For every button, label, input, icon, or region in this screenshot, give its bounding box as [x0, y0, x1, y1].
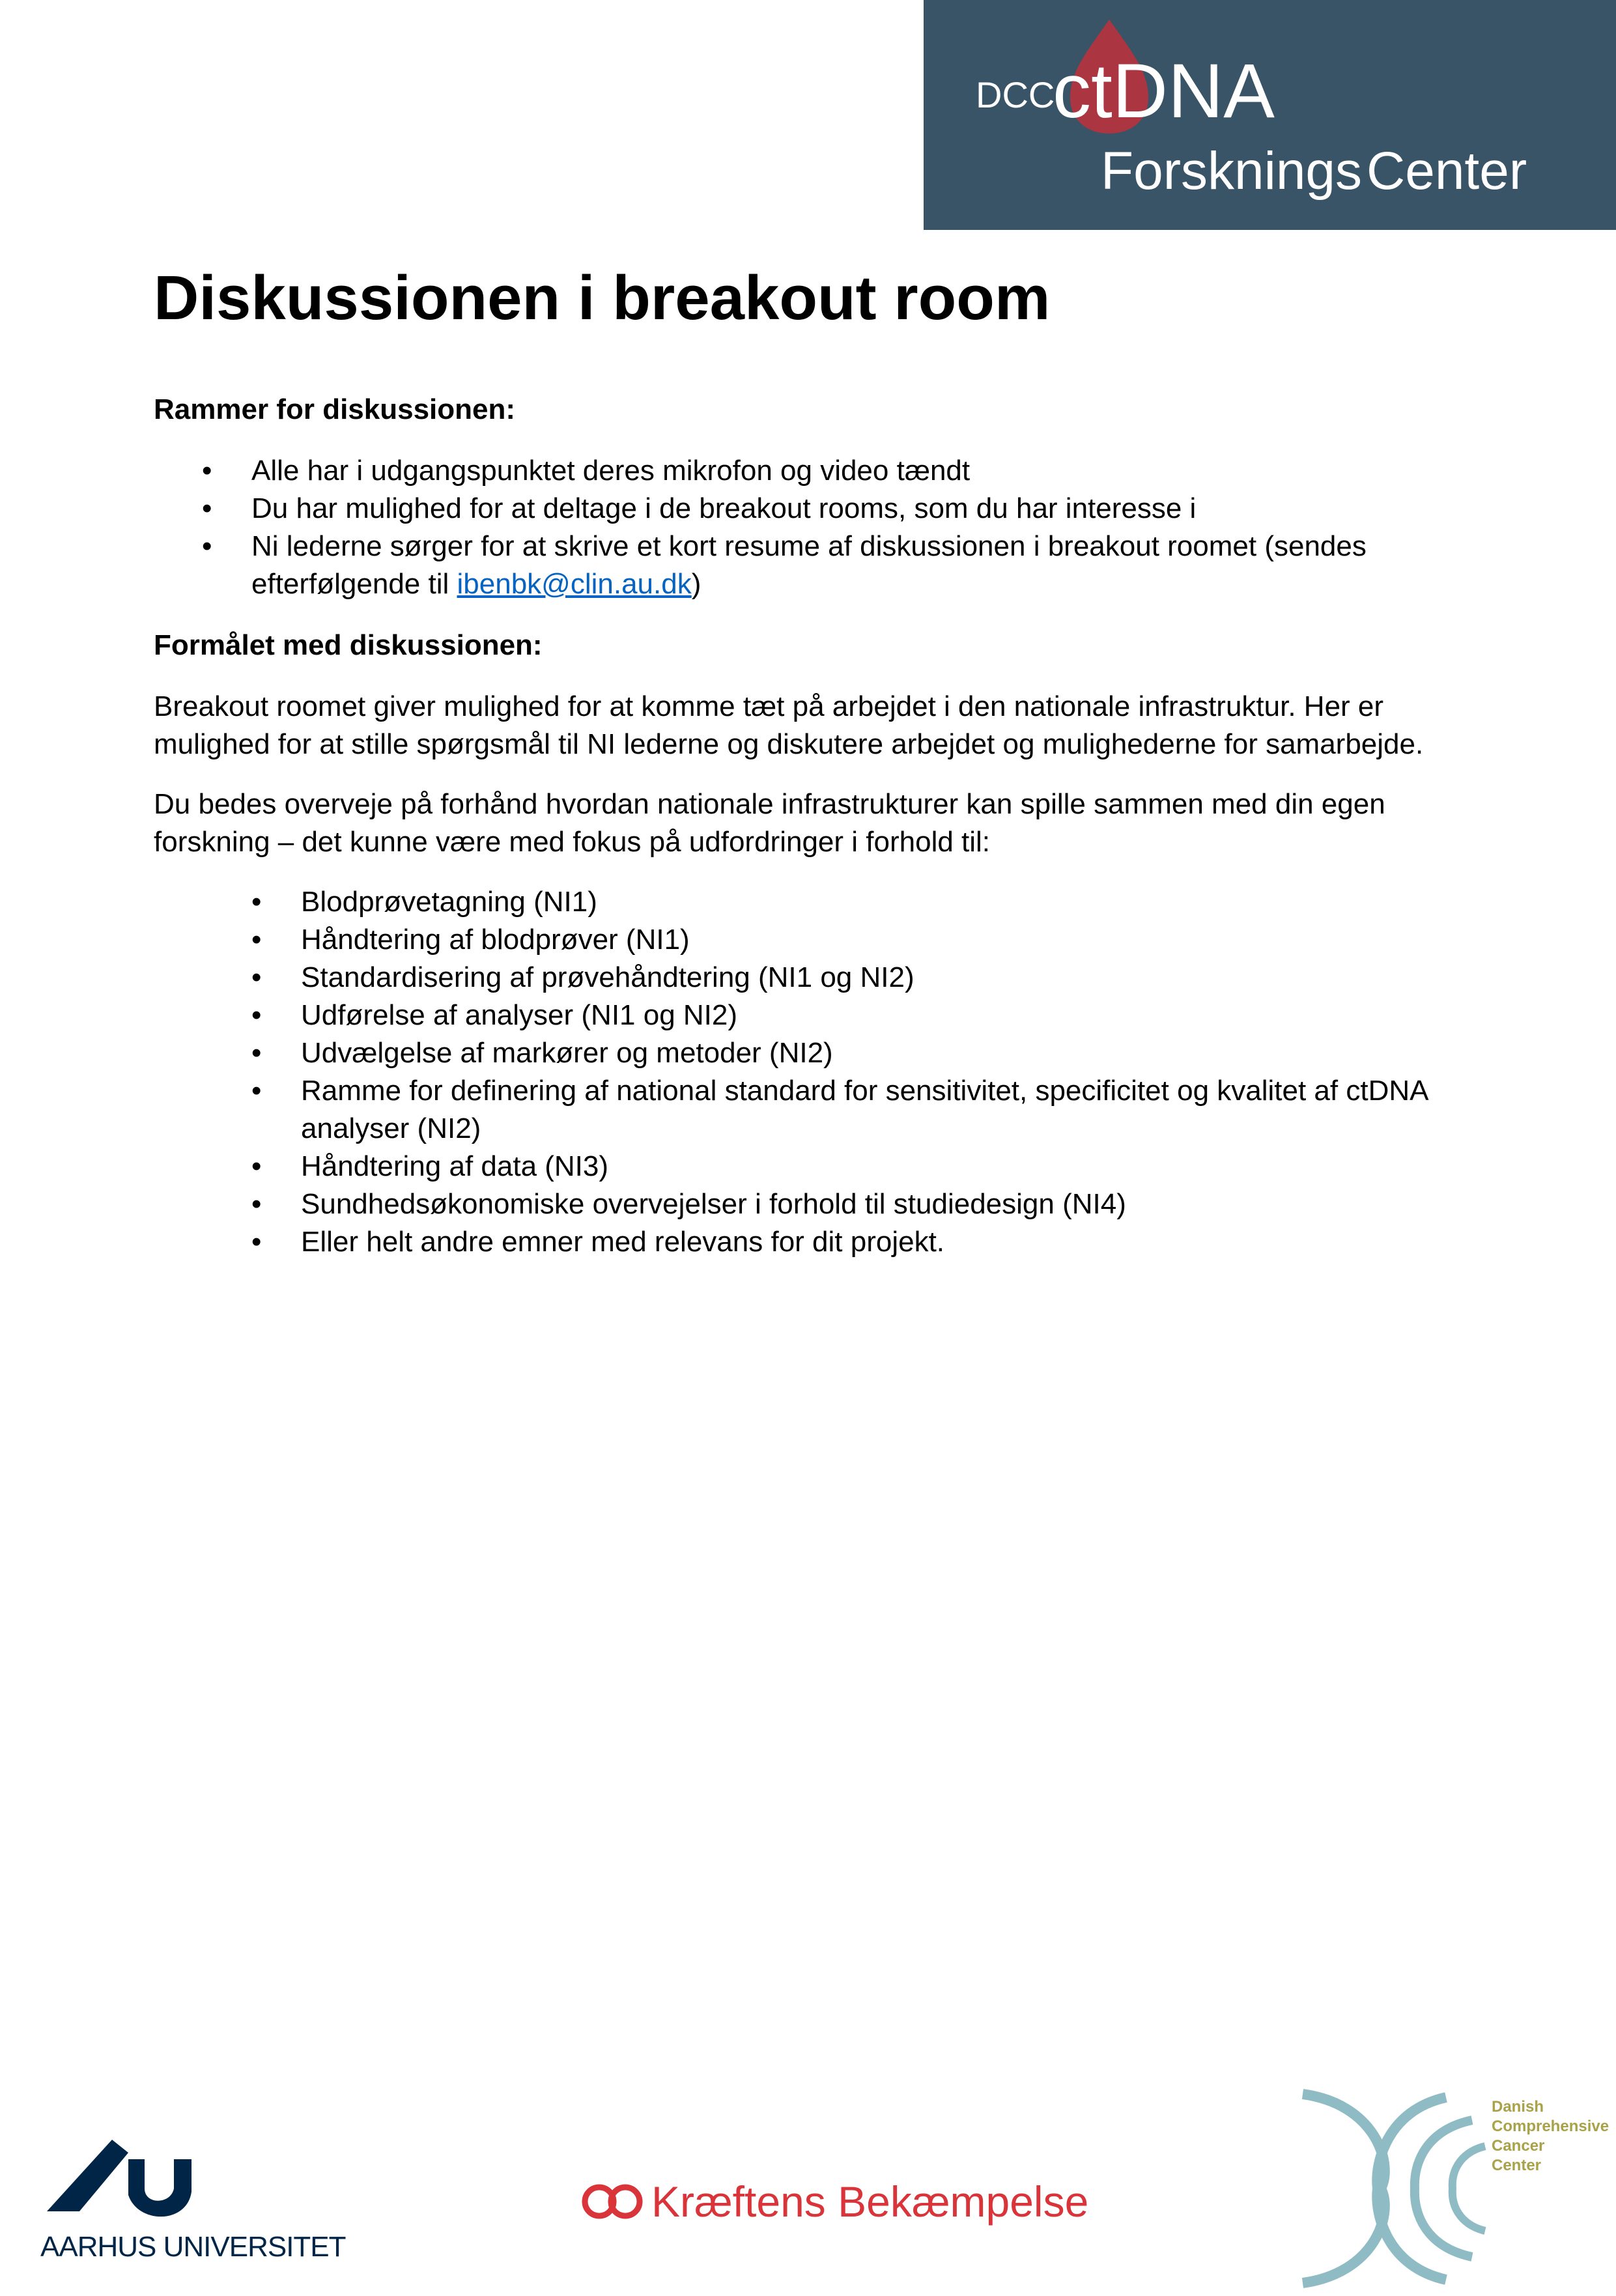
page-title: Diskussionen i breakout room [154, 263, 1051, 333]
aarhus-universitet-text: AARHUS UNIVERSITET [40, 2231, 346, 2263]
paragraph-2: Du bedes overveje på forhånd hvordan nationale infrastrukturer kan spille sammen med din egen forskning – det kunne være med fokus på udfordringer i forhold til: [154, 788, 1385, 858]
dccc-arcs-icon [1296, 2084, 1492, 2293]
list-item: • Håndtering af blodprøver (NI1) [301, 921, 1456, 959]
logo-ctdna: ctDNA [1053, 48, 1275, 134]
kraeftens-bekaempelse-text: Kræftens Bekæmpelse [651, 2177, 1089, 2226]
list-item: • Udførelse af analyser (NI1 og NI2) [301, 997, 1456, 1034]
list-item: • Alle har i udgangspunktet deres mikrofon og video tændt [251, 452, 1456, 490]
list-item: • Håndtering af data (NI3) [301, 1148, 1456, 1185]
list-item: • Blodprøvetagning (NI1) [301, 883, 1456, 921]
header-logo-box [924, 0, 1616, 230]
list-item [251, 528, 1456, 603]
logo-center: Center [1367, 141, 1527, 201]
section-heading-formaalet: Formålet med diskussionen: [154, 629, 543, 661]
email-link[interactable]: ibenbk@clin.au.dk [457, 568, 692, 600]
list-item: • Du har mulighed for at deltage i de breakout rooms, som du har interesse i [251, 490, 1456, 528]
list-item: • Eller helt andre emner med relevans for dit projekt. [301, 1223, 1456, 1261]
list-item: • Udvælgelse af markører og metoder (NI2) [301, 1034, 1456, 1072]
logo-dcc: DCC [976, 74, 1055, 115]
paragraph-1: Breakout roomet giver mulighed for at komme tæt på arbejdet i den nationale infrastruktur. Her er mulighed for at stille spørgsmål til NI lederne og diskutere arbejdet og mulighederne for samarbejde. [154, 690, 1424, 760]
dccc-line: Danish [1492, 2098, 1544, 2116]
list-item: • Ramme for definering af national standard for sensitivitet, specificitet og kvalitet af ctDNA analyser (NI2) [301, 1072, 1456, 1148]
list-item: • Sundhedsøkonomiske overvejelser i forhold til studiedesign (NI4) [301, 1185, 1456, 1223]
logo-forsknings: Forsknings [1101, 141, 1363, 201]
topics-list [154, 883, 1456, 1261]
dccc-logo [1296, 2084, 1609, 2293]
dccc-line: Cancer [1492, 2137, 1545, 2155]
dccc-ctdna-logo [924, 0, 1616, 230]
list-item-end: ) [691, 568, 702, 600]
rammer-list [154, 452, 1456, 603]
document-body [154, 391, 1456, 1284]
section-heading-rammer: Rammer for diskussionen: [154, 393, 516, 425]
dccc-text [1492, 2097, 1609, 2176]
list-item: • Standardisering af prøvehåndtering (NI1 og NI2) [301, 959, 1456, 997]
kraeftens-bekaempelse-logo [580, 2176, 1114, 2228]
kb-infinity-icon [580, 2176, 645, 2228]
au-mark-icon [40, 2133, 210, 2224]
dccc-line: Center [1492, 2157, 1542, 2174]
list-item-text: Ni lederne sørger for at skrive et kort resume af diskussionen i breakout roomet (sendes efterfølgende til [251, 530, 1367, 600]
dccc-line: Comprehensive [1492, 2118, 1609, 2135]
aarhus-universitet-logo [40, 2133, 347, 2263]
